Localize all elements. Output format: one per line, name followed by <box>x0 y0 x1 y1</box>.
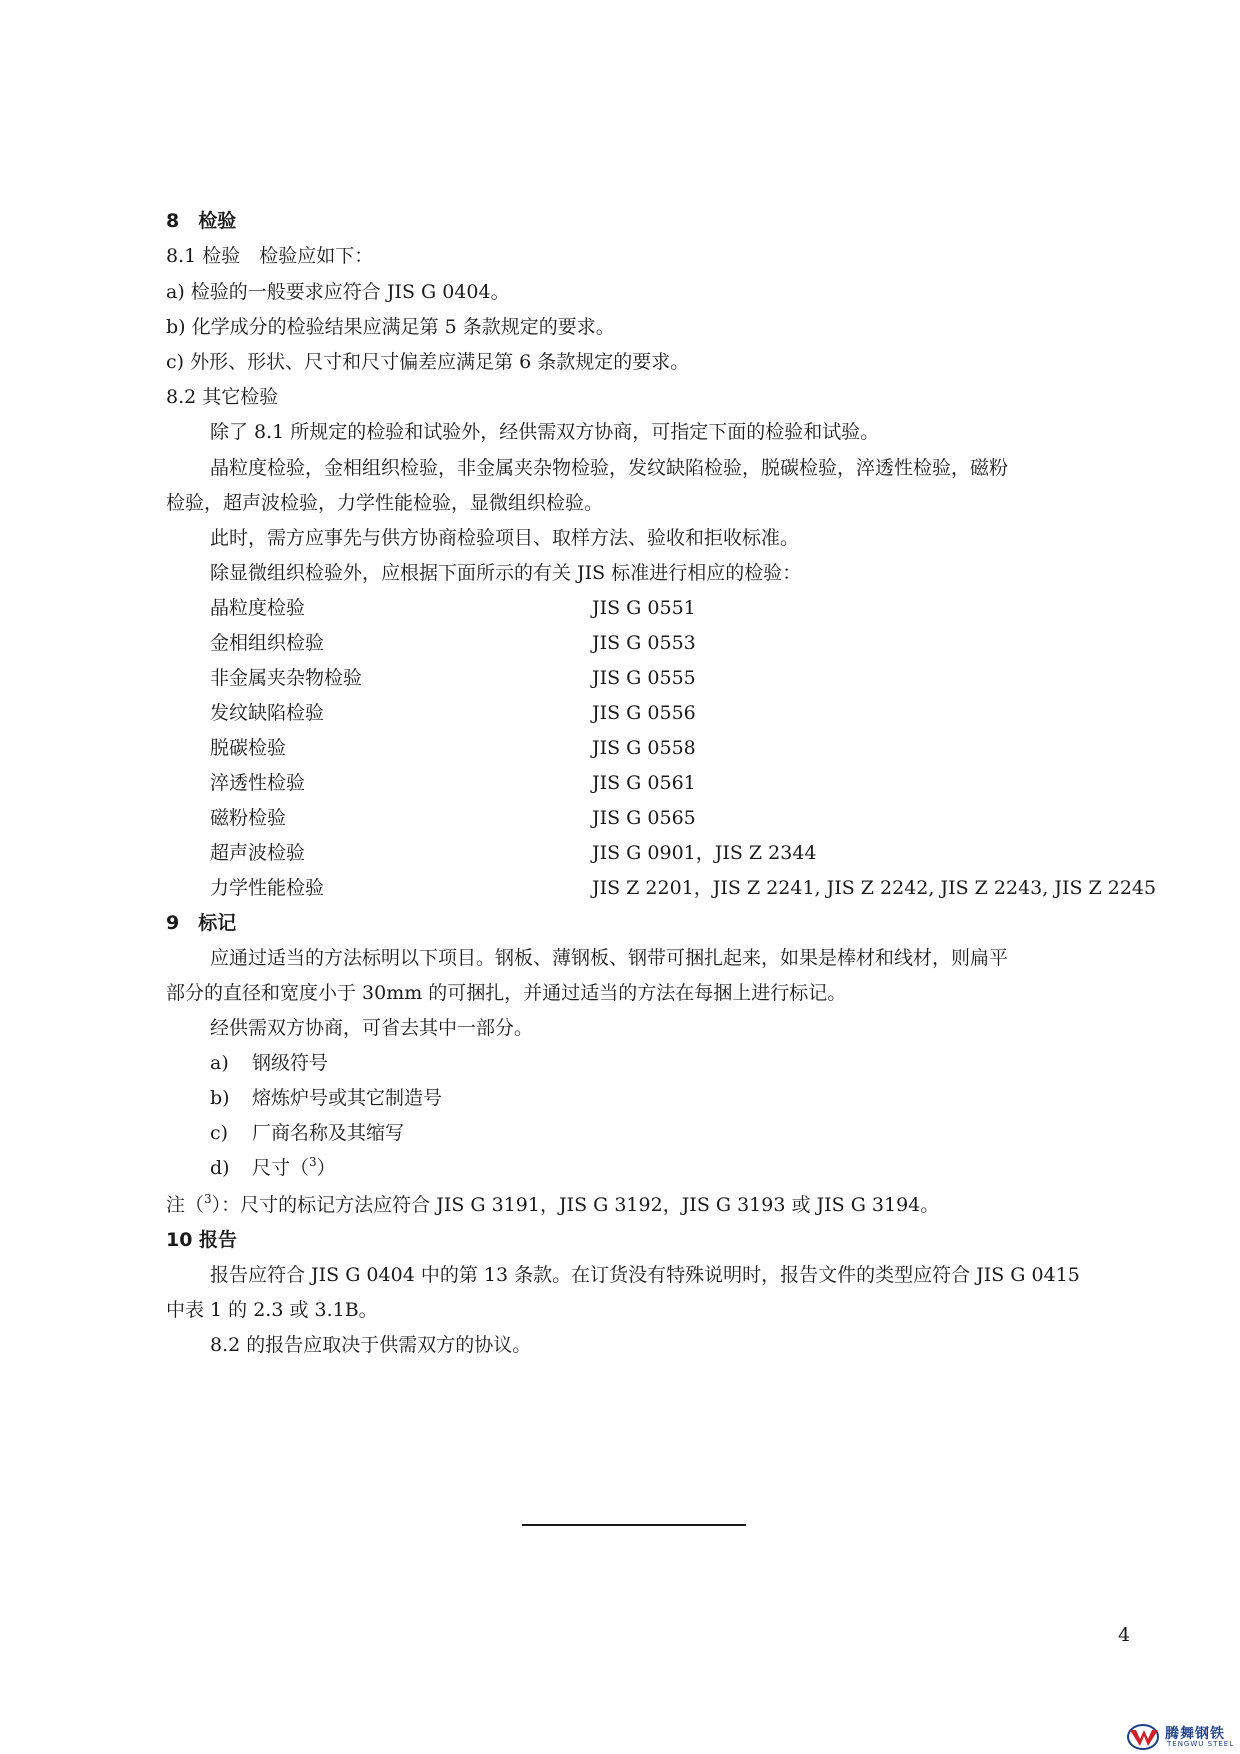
test-standard: JIS Z 2201，JIS Z 2241, JIS Z 2242, JIS Z 2243, JIS Z 2245 <box>592 877 1157 899</box>
footnote-ref: 3 <box>309 1154 317 1169</box>
section-9-heading: 9 标记 <box>166 912 237 934</box>
paragraph-line: 应通过适当的方法标明以下项目。钢板、薄钢板、钢带可捆扎起来，如果是棒材和线材，则扁平 <box>210 947 1009 969</box>
section-10-heading: 10 报告 <box>166 1229 238 1251</box>
test-name: 晶粒度检验 <box>210 597 306 619</box>
company-logo <box>1126 1722 1240 1754</box>
logo-mark-icon <box>1126 1722 1162 1752</box>
paragraph: 8.2 的报告应取决于供需双方的协议。 <box>210 1334 532 1356</box>
paragraph-line: 晶粒度检验，金相组织检验，非金属夹杂物检验，发纹缺陷检验，脱碳检验，淬透性检验，磁粉 <box>210 457 1009 479</box>
test-name: 非金属夹杂物检验 <box>210 667 363 689</box>
list-item <box>252 1156 1240 1180</box>
list-item: 厂商名称及其缩写 <box>252 1122 405 1144</box>
paragraph: 除显微组织检验外，应根据下面所示的有关 JIS 标准进行相应的检验： <box>210 562 802 584</box>
paragraph: 此时，需方应事先与供方协商检验项目、取样方法、验收和拒收标准。 <box>210 527 800 549</box>
test-standard: JIS G 0561 <box>592 772 696 794</box>
paragraph-line: 中表 1 的 2.3 或 3.1B。 <box>166 1299 378 1321</box>
paragraph-line: 检验，超声波检验，力学性能检验，显微组织检验。 <box>166 492 604 514</box>
list-item: 钢级符号 <box>252 1052 329 1074</box>
paragraph: 除了 8.1 所规定的检验和试验外，经供需双方协商，可指定下面的检验和试验。 <box>210 421 880 443</box>
test-name: 淬透性检验 <box>210 772 306 794</box>
test-name: 发纹缺陷检验 <box>210 702 325 724</box>
test-name: 金相组织检验 <box>210 632 325 654</box>
list-item: a) 检验的一般要求应符合 JIS G 0404。 <box>166 281 510 303</box>
list-item: b) 化学成分的检验结果应满足第 5 条款规定的要求。 <box>166 316 615 338</box>
section-8-heading: 8 检验 <box>166 210 237 232</box>
test-standard: JIS G 0556 <box>592 702 696 724</box>
list-item: 熔炼炉号或其它制造号 <box>252 1087 443 1109</box>
list-item-key: a) <box>210 1052 229 1074</box>
test-name: 力学性能检验 <box>210 877 325 899</box>
paragraph: 经供需双方协商，可省去其中一部分。 <box>210 1017 534 1039</box>
test-standard: JIS G 0551 <box>592 597 696 619</box>
list-item-key: d) <box>210 1157 230 1179</box>
paragraph-line: 部分的直径和宽度小于 30mm 的可捆扎，并通过适当的方法在每捆上进行标记。 <box>166 982 847 1004</box>
logo-name-cn: 腾舞钢铁 <box>1165 1726 1225 1742</box>
test-standard: JIS G 0555 <box>592 667 696 689</box>
footnote <box>166 1193 1240 1217</box>
list-item-key: c) <box>210 1122 229 1144</box>
list-item-text: 尺寸（ <box>252 1157 310 1179</box>
end-divider <box>522 1524 746 1526</box>
list-item-close: ） <box>316 1157 336 1179</box>
test-standard: JIS G 0553 <box>592 632 696 654</box>
test-name: 脱碳检验 <box>210 737 287 759</box>
list-item: c) 外形、形状、尺寸和尺寸偏差应满足第 6 条款规定的要求。 <box>166 351 690 373</box>
paragraph-line: 报告应符合 JIS G 0404 中的第 13 条款。在订货没有特殊说明时，报告文件的类型应符合 JIS G 0415 <box>210 1264 1080 1286</box>
test-name: 超声波检验 <box>210 842 306 864</box>
footnote-ref: 3 <box>204 1191 212 1206</box>
logo-name-en: TENGWU STEEL <box>1167 1740 1235 1748</box>
section-8-2-heading: 8.2 其它检验 <box>166 386 279 408</box>
footnote-text: ）：尺寸的标记方法应符合 JIS G 3191，JIS G 3192，JIS G 3193 或 JIS G 3194。 <box>211 1194 940 1216</box>
test-standard: JIS G 0565 <box>592 807 696 829</box>
test-name: 磁粉检验 <box>210 807 287 829</box>
page-number: 4 <box>1118 1624 1131 1646</box>
section-8-1-heading: 8.1 检验 检验应如下： <box>166 245 374 267</box>
test-standard: JIS G 0558 <box>592 737 696 759</box>
list-item-key: b) <box>210 1087 230 1109</box>
footnote-prefix: 注（ <box>166 1194 205 1216</box>
test-standard: JIS G 0901，JIS Z 2344 <box>592 842 817 864</box>
